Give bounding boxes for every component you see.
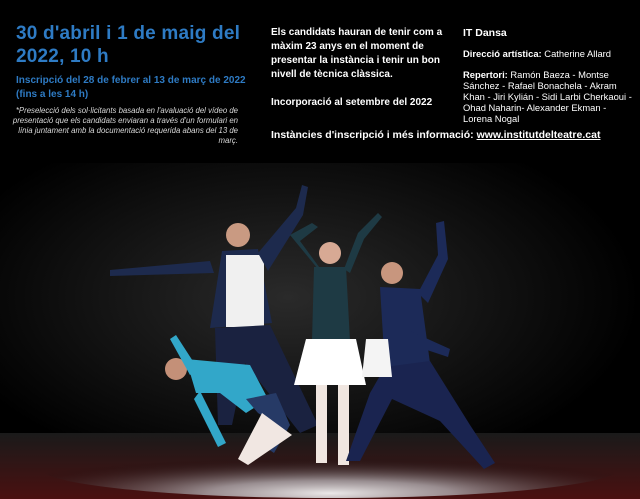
requirements-block [271,26,451,124]
repertoire [463,69,633,124]
repertoire-label: Repertori: [463,69,508,80]
registration-period: Inscripció del 28 de febrer al 13 de març de 2022 (fins a les 14 h) [16,75,246,100]
preselection-note: *Preselecció dels sol·licitants basada en l'avaluació del vídeo de presentació que els candidats enviaran a través d'un formulari en línia juntament amb la documentació requerida abans del 13 de març. [12,106,238,145]
direction-label: Direcció artística: [463,48,542,59]
artistic-direction [463,48,633,59]
website-link[interactable]: www.institutdelteatre.cat [476,129,601,141]
dates-block [16,22,246,102]
more-info-line [271,128,631,142]
company-name: IT Dansa [463,27,507,39]
more-info-label: Instàncies d'inscripció i més informació: [271,129,474,141]
dancers-photo [0,163,640,499]
director-name: Catherine Allard [544,48,612,59]
start-date: Incorporació al setembre del 2022 [271,97,433,108]
repertoire-list: Ramón Baeza - Montse Sánchez - Rafael Bonachela - Akram Khan - Jiri Kylián - Sidi Larbi Cherkaoui - Ohad Naharin- Alexander Ekman - Lorena Nogal [463,69,632,124]
age-requirement: Els candidats hauran de tenir com a màxim 23 anys en el moment de presentar la instància i tenir un bon nivell de tècnica clàssica. [271,27,443,80]
event-dates-headline: 30 d'abril i 1 de maig del 2022, 10 h [16,23,241,67]
company-block [463,28,633,124]
